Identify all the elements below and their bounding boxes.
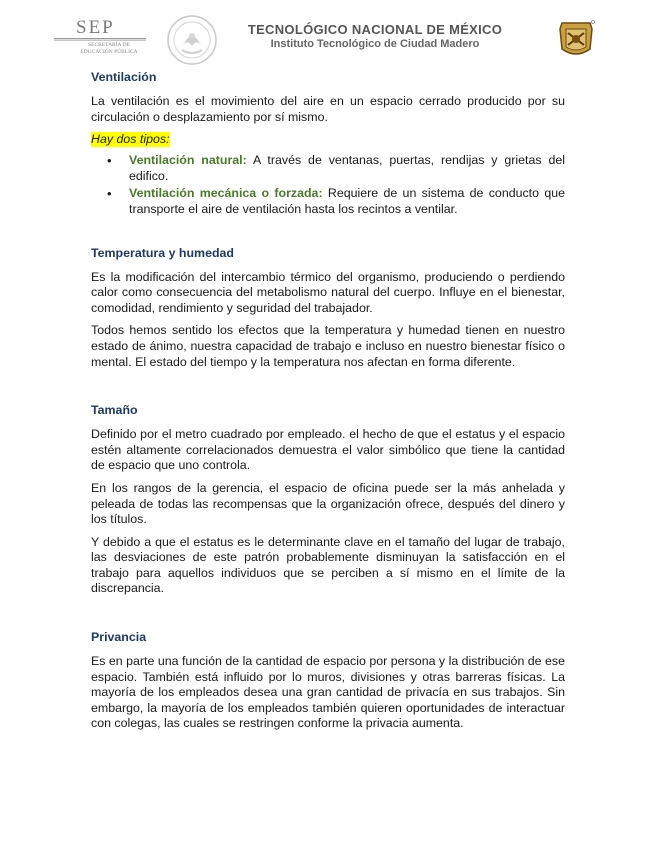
section-title: Ventilación [91, 70, 157, 84]
paragraph: Definido por el metro cuadrado por empleado. el hecho de que el estatus y el espacio estén altamente correlacionados demuestra el valor simbólico que tiene la cantidad de espacio que uno controla. [91, 427, 565, 473]
highlighted-note: Hay dos tipos: [91, 132, 170, 147]
list-item [129, 153, 565, 184]
sep-logo-subtitle: SECRETARÍA DE EDUCACIÓN PÚBLICA [80, 42, 138, 55]
paragraph: Es la modificación del intercambio térmico del organismo, produciendo o perdiendo calor como consecuencia del metabolismo natural del cuerpo. Influye en el bienestar, comodidad, rendimiento y seguridad del trabajador. [91, 269, 565, 315]
paragraph: Es en parte una función de la cantidad de espacio por persona y la distribución de ese espacio. También está influido por lo muros, divisiones y otras barreras físicas. La mayoría de los empleados desea una gran cantidad de privacía en sus trabajos. Sin embargo, la mayoría de los empleados también quieren oportunidades de interactuar con colegas, las cuales se restringen conforme la privacia aumenta. [91, 654, 565, 731]
paragraph: Todos hemos sentido los efectos que la temperatura y humedad tienen en nuestro estado de ánimo, nuestra capacidad de trabajo e incluso en nuestro bienestar físico o mental. El estado del tiempo y la temperatura nos afectan en forma diferente. [91, 323, 565, 369]
section-temperatura [91, 246, 565, 371]
section-tamano [91, 403, 565, 597]
paragraph: La ventilación es el movimiento del aire en un espacio cerrado producido por su circulación o desplazamiento por sí mismo. [91, 94, 565, 124]
institution-name: TECNOLÓGICO NACIONAL DE MÉXICO [247, 22, 503, 37]
section-privacia [91, 630, 565, 732]
list-item-term: Ventilación natural: [129, 153, 247, 168]
sep-logo-text: SEP [76, 17, 115, 38]
list-item-text: Requiere de un sistema de conducto que transporte el aire de ventilación hasta los recintos a ventilar. [129, 186, 565, 216]
itcm-shield-icon [556, 19, 596, 59]
section-ventilacion [91, 70, 565, 218]
mexico-seal-icon [166, 14, 218, 66]
paragraph: Y debido a que el estatus es le determinante clave en el tamaño del lugar de trabajo, las desviaciones de este patrón probablemente disminuyan la satisfacción en el trabajo para aquellos individuos que se perciben a sí mismo en el límite de la discrepancia. [91, 534, 565, 596]
document-header [0, 0, 655, 68]
section-title: Privancia [91, 630, 147, 645]
section-title: Tamaño [91, 403, 138, 418]
section-title: Temperatura y humedad [91, 245, 234, 260]
paragraph: En los rangos de la gerencia, el espacio de oficina puede ser la más anhelada y peleada de todas las recompensas que la organización ofrece, después del dinero y los títulos. [91, 480, 565, 527]
campus-name: Instituto Tecnológico de Ciudad Madero [270, 38, 480, 50]
list-item [129, 186, 565, 217]
list-item-text: A través de ventanas, puertas, rendijas y grietas del edifico. [129, 153, 566, 183]
ventilation-types-list [91, 153, 565, 217]
list-item-term: Ventilación mecánica o forzada: [129, 186, 323, 201]
sep-logo-bar [54, 38, 146, 41]
document-body [91, 70, 565, 739]
